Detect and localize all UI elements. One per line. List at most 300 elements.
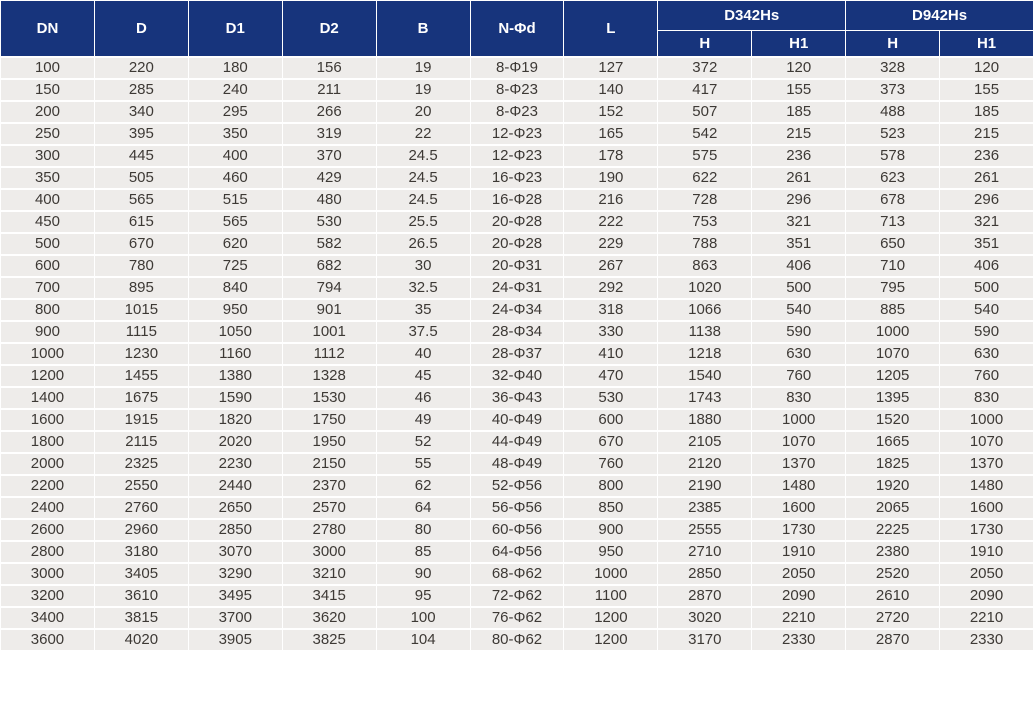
table-cell: 4020 [94, 629, 188, 651]
table-cell: 500 [1, 233, 95, 255]
table-cell: 1000 [846, 321, 940, 343]
table-row [1, 409, 1034, 431]
table-cell: 32-Φ40 [470, 365, 564, 387]
table-cell: 1920 [846, 475, 940, 497]
table-cell: 1380 [188, 365, 282, 387]
table-cell: 185 [940, 101, 1034, 123]
table-cell: 795 [846, 277, 940, 299]
table-cell: 530 [282, 211, 376, 233]
table-cell: 3170 [658, 629, 752, 651]
table-cell: 800 [564, 475, 658, 497]
table-cell: 1730 [940, 519, 1034, 541]
table-cell: 32.5 [376, 277, 470, 299]
table-cell: 40-Φ49 [470, 409, 564, 431]
table-cell: 630 [752, 343, 846, 365]
table-cell: 3700 [188, 607, 282, 629]
table-cell: 575 [658, 145, 752, 167]
table-cell: 1530 [282, 387, 376, 409]
table-cell: 2200 [1, 475, 95, 497]
table-cell: 2325 [94, 453, 188, 475]
table-cell: 20-Φ28 [470, 211, 564, 233]
table-cell: 565 [188, 211, 282, 233]
table-cell: 261 [752, 167, 846, 189]
table-row [1, 365, 1034, 387]
table-cell: 1370 [752, 453, 846, 475]
table-cell: 12-Φ23 [470, 123, 564, 145]
table-cell: 406 [940, 255, 1034, 277]
col-header-d1: D1 [188, 1, 282, 57]
table-cell: 24.5 [376, 145, 470, 167]
table-row [1, 563, 1034, 585]
table-cell: 760 [564, 453, 658, 475]
table-cell: 100 [376, 607, 470, 629]
table-cell: 1520 [846, 409, 940, 431]
table-cell: 165 [564, 123, 658, 145]
table-cell: 1675 [94, 387, 188, 409]
table-cell: 2210 [940, 607, 1034, 629]
table-cell: 1950 [282, 431, 376, 453]
table-cell: 3290 [188, 563, 282, 585]
table-cell: 780 [94, 255, 188, 277]
table-cell: 372 [658, 57, 752, 79]
table-cell: 3620 [282, 607, 376, 629]
table-cell: 850 [564, 497, 658, 519]
table-cell: 840 [188, 277, 282, 299]
table-row [1, 387, 1034, 409]
table-cell: 2370 [282, 475, 376, 497]
table-cell: 3600 [1, 629, 95, 651]
table-cell: 1800 [1, 431, 95, 453]
table-cell: 220 [94, 57, 188, 79]
table-cell: 295 [188, 101, 282, 123]
table-cell: 266 [282, 101, 376, 123]
table-cell: 500 [940, 277, 1034, 299]
table-cell: 1050 [188, 321, 282, 343]
table-cell: 2710 [658, 541, 752, 563]
table-cell: 1070 [752, 431, 846, 453]
table-cell: 267 [564, 255, 658, 277]
table-cell: 429 [282, 167, 376, 189]
table-cell: 530 [564, 387, 658, 409]
table-cell: 417 [658, 79, 752, 101]
table-cell: 24-Φ31 [470, 277, 564, 299]
table-cell: 3200 [1, 585, 95, 607]
table-cell: 45 [376, 365, 470, 387]
table-cell: 1200 [564, 607, 658, 629]
table-cell: 8-Φ19 [470, 57, 564, 79]
table-cell: 900 [1, 321, 95, 343]
table-cell: 1000 [564, 563, 658, 585]
table-cell: 8-Φ23 [470, 101, 564, 123]
table-cell: 830 [940, 387, 1034, 409]
table-cell: 3415 [282, 585, 376, 607]
table-cell: 22 [376, 123, 470, 145]
table-cell: 2850 [658, 563, 752, 585]
table-cell: 2520 [846, 563, 940, 585]
table-cell: 16-Φ28 [470, 189, 564, 211]
table-cell: 540 [940, 299, 1034, 321]
table-row [1, 343, 1034, 365]
table-cell: 1600 [752, 497, 846, 519]
table-cell: 236 [940, 145, 1034, 167]
table-cell: 62 [376, 475, 470, 497]
table-cell: 2210 [752, 607, 846, 629]
table-cell: 620 [188, 233, 282, 255]
table-cell: 2600 [1, 519, 95, 541]
table-cell: 1730 [752, 519, 846, 541]
table-cell: 12-Φ23 [470, 145, 564, 167]
table-cell: 1115 [94, 321, 188, 343]
table-cell: 150 [1, 79, 95, 101]
table-cell: 700 [1, 277, 95, 299]
table-cell: 3610 [94, 585, 188, 607]
table-cell: 140 [564, 79, 658, 101]
table-cell: 600 [564, 409, 658, 431]
table-cell: 406 [752, 255, 846, 277]
table-cell: 152 [564, 101, 658, 123]
table-cell: 1160 [188, 343, 282, 365]
table-cell: 760 [940, 365, 1034, 387]
table-cell: 623 [846, 167, 940, 189]
table-cell: 2120 [658, 453, 752, 475]
table-cell: 48-Φ49 [470, 453, 564, 475]
table-cell: 2440 [188, 475, 282, 497]
col-header-n-phi-d: N-Φd [470, 1, 564, 57]
table-cell: 1480 [940, 475, 1034, 497]
table-cell: 328 [846, 57, 940, 79]
table-cell: 760 [752, 365, 846, 387]
table-cell: 56-Φ56 [470, 497, 564, 519]
table-cell: 500 [752, 277, 846, 299]
table-row [1, 497, 1034, 519]
table-cell: 318 [564, 299, 658, 321]
table-cell: 1200 [1, 365, 95, 387]
table-cell: 2000 [1, 453, 95, 475]
table-row [1, 123, 1034, 145]
table-cell: 2115 [94, 431, 188, 453]
table-cell: 35 [376, 299, 470, 321]
table-cell: 222 [564, 211, 658, 233]
table-cell: 523 [846, 123, 940, 145]
table-cell: 229 [564, 233, 658, 255]
table-cell: 64-Φ56 [470, 541, 564, 563]
table-cell: 52 [376, 431, 470, 453]
table-cell: 578 [846, 145, 940, 167]
table-row [1, 321, 1034, 343]
table-cell: 3070 [188, 541, 282, 563]
table-cell: 1880 [658, 409, 752, 431]
table-cell: 370 [282, 145, 376, 167]
table-cell: 713 [846, 211, 940, 233]
table-cell: 1370 [940, 453, 1034, 475]
table-cell: 400 [188, 145, 282, 167]
table-body [1, 57, 1034, 651]
table-cell: 460 [188, 167, 282, 189]
table-cell: 26.5 [376, 233, 470, 255]
table-cell: 2230 [188, 453, 282, 475]
table-cell: 2090 [752, 585, 846, 607]
table-cell: 3210 [282, 563, 376, 585]
table-cell: 678 [846, 189, 940, 211]
table-cell: 2960 [94, 519, 188, 541]
table-cell: 2190 [658, 475, 752, 497]
table-row [1, 585, 1034, 607]
table-cell: 488 [846, 101, 940, 123]
table-cell: 321 [752, 211, 846, 233]
table-cell: 296 [752, 189, 846, 211]
table-cell: 319 [282, 123, 376, 145]
table-cell: 8-Φ23 [470, 79, 564, 101]
table-cell: 753 [658, 211, 752, 233]
table-cell: 410 [564, 343, 658, 365]
table-row [1, 167, 1034, 189]
table-cell: 515 [188, 189, 282, 211]
table-cell: 2720 [846, 607, 940, 629]
table-cell: 650 [846, 233, 940, 255]
col-header-dn: DN [1, 1, 95, 57]
table-cell: 250 [1, 123, 95, 145]
table-cell: 200 [1, 101, 95, 123]
table-row [1, 453, 1034, 475]
table-cell: 24.5 [376, 189, 470, 211]
table-cell: 2385 [658, 497, 752, 519]
table-cell: 2550 [94, 475, 188, 497]
table-cell: 155 [752, 79, 846, 101]
table-cell: 1910 [752, 541, 846, 563]
table-cell: 36-Φ43 [470, 387, 564, 409]
col-header-d342hs-h1: H1 [752, 31, 846, 57]
table-cell: 216 [564, 189, 658, 211]
table-cell: 507 [658, 101, 752, 123]
table-cell: 470 [564, 365, 658, 387]
table-row [1, 57, 1034, 79]
table-cell: 1205 [846, 365, 940, 387]
table-cell: 80 [376, 519, 470, 541]
table-cell: 830 [752, 387, 846, 409]
table-cell: 178 [564, 145, 658, 167]
table-cell: 395 [94, 123, 188, 145]
table-cell: 330 [564, 321, 658, 343]
table-cell: 300 [1, 145, 95, 167]
table-cell: 25.5 [376, 211, 470, 233]
table-cell: 19 [376, 57, 470, 79]
table-cell: 2570 [282, 497, 376, 519]
table-cell: 1455 [94, 365, 188, 387]
table-cell: 1000 [752, 409, 846, 431]
table-row [1, 211, 1034, 233]
table-cell: 1600 [1, 409, 95, 431]
table-cell: 24-Φ34 [470, 299, 564, 321]
table-cell: 2400 [1, 497, 95, 519]
table-cell: 24.5 [376, 167, 470, 189]
table-row [1, 79, 1034, 101]
table-cell: 2555 [658, 519, 752, 541]
table-cell: 155 [940, 79, 1034, 101]
table-cell: 1230 [94, 343, 188, 365]
table-cell: 3000 [282, 541, 376, 563]
table-cell: 95 [376, 585, 470, 607]
table-cell: 1000 [1, 343, 95, 365]
table-row [1, 475, 1034, 497]
col-header-d942hs-h: H [846, 31, 940, 57]
table-cell: 2050 [940, 563, 1034, 585]
table-cell: 127 [564, 57, 658, 79]
table-row [1, 629, 1034, 651]
table-cell: 60-Φ56 [470, 519, 564, 541]
col-header-d942hs-h1: H1 [940, 31, 1034, 57]
table-cell: 900 [564, 519, 658, 541]
table-cell: 1070 [846, 343, 940, 365]
table-cell: 2150 [282, 453, 376, 475]
table-cell: 19 [376, 79, 470, 101]
table-cell: 400 [1, 189, 95, 211]
table-cell: 120 [752, 57, 846, 79]
table-cell: 1910 [940, 541, 1034, 563]
table-cell: 180 [188, 57, 282, 79]
table-cell: 1665 [846, 431, 940, 453]
table-cell: 1400 [1, 387, 95, 409]
table-cell: 1015 [94, 299, 188, 321]
table-cell: 185 [752, 101, 846, 123]
table-cell: 895 [94, 277, 188, 299]
table-cell: 1328 [282, 365, 376, 387]
table-cell: 240 [188, 79, 282, 101]
table-cell: 3815 [94, 607, 188, 629]
table-cell: 950 [564, 541, 658, 563]
table-cell: 3020 [658, 607, 752, 629]
table-cell: 725 [188, 255, 282, 277]
table-cell: 800 [1, 299, 95, 321]
table-cell: 505 [94, 167, 188, 189]
table-cell: 2870 [846, 629, 940, 651]
table-cell: 565 [94, 189, 188, 211]
table-cell: 2870 [658, 585, 752, 607]
table-cell: 215 [752, 123, 846, 145]
col-header-d: D [94, 1, 188, 57]
table-cell: 373 [846, 79, 940, 101]
table-cell: 28-Φ34 [470, 321, 564, 343]
table-cell: 1750 [282, 409, 376, 431]
table-cell: 44-Φ49 [470, 431, 564, 453]
table-cell: 1395 [846, 387, 940, 409]
table-cell: 1825 [846, 453, 940, 475]
table-cell: 901 [282, 299, 376, 321]
table-cell: 236 [752, 145, 846, 167]
table-cell: 351 [940, 233, 1034, 255]
table-cell: 582 [282, 233, 376, 255]
table-cell: 2065 [846, 497, 940, 519]
table-cell: 480 [282, 189, 376, 211]
table-row [1, 277, 1034, 299]
table-cell: 2330 [940, 629, 1034, 651]
table-row [1, 255, 1034, 277]
table-cell: 1070 [940, 431, 1034, 453]
table-cell: 728 [658, 189, 752, 211]
table-cell: 2330 [752, 629, 846, 651]
table-cell: 46 [376, 387, 470, 409]
table-cell: 30 [376, 255, 470, 277]
table-cell: 72-Φ62 [470, 585, 564, 607]
table-row [1, 145, 1034, 167]
table-cell: 156 [282, 57, 376, 79]
table-cell: 2090 [940, 585, 1034, 607]
table-cell: 37.5 [376, 321, 470, 343]
table-cell: 2380 [846, 541, 940, 563]
table-cell: 670 [564, 431, 658, 453]
table-cell: 600 [1, 255, 95, 277]
table-cell: 1001 [282, 321, 376, 343]
table-cell: 1480 [752, 475, 846, 497]
table-cell: 1112 [282, 343, 376, 365]
table-cell: 540 [752, 299, 846, 321]
table-cell: 80-Φ62 [470, 629, 564, 651]
table-cell: 450 [1, 211, 95, 233]
table-cell: 211 [282, 79, 376, 101]
table-cell: 950 [188, 299, 282, 321]
table-cell: 445 [94, 145, 188, 167]
table-cell: 28-Φ37 [470, 343, 564, 365]
table-cell: 1218 [658, 343, 752, 365]
table-cell: 590 [752, 321, 846, 343]
table-row [1, 233, 1034, 255]
table-cell: 40 [376, 343, 470, 365]
table-cell: 1540 [658, 365, 752, 387]
table-cell: 2650 [188, 497, 282, 519]
table-cell: 85 [376, 541, 470, 563]
table-cell: 3180 [94, 541, 188, 563]
table-cell: 2610 [846, 585, 940, 607]
table-cell: 285 [94, 79, 188, 101]
col-group-d342hs: D342Hs [658, 1, 846, 31]
table-cell: 261 [940, 167, 1034, 189]
table-cell: 2760 [94, 497, 188, 519]
table-cell: 863 [658, 255, 752, 277]
col-header-d342hs-h: H [658, 31, 752, 57]
table-cell: 20 [376, 101, 470, 123]
table-cell: 3905 [188, 629, 282, 651]
table-cell: 788 [658, 233, 752, 255]
table-row [1, 189, 1034, 211]
header-row-1 [1, 1, 1034, 31]
table-row [1, 101, 1034, 123]
table-cell: 682 [282, 255, 376, 277]
table-cell: 1600 [940, 497, 1034, 519]
table-cell: 292 [564, 277, 658, 299]
table-cell: 190 [564, 167, 658, 189]
col-header-b: B [376, 1, 470, 57]
table-cell: 55 [376, 453, 470, 475]
table-cell: 340 [94, 101, 188, 123]
table-cell: 104 [376, 629, 470, 651]
table-cell: 885 [846, 299, 940, 321]
table-cell: 52-Φ56 [470, 475, 564, 497]
table-cell: 1590 [188, 387, 282, 409]
table-cell: 68-Φ62 [470, 563, 564, 585]
table-cell: 1000 [940, 409, 1034, 431]
table-row [1, 299, 1034, 321]
col-header-d2: D2 [282, 1, 376, 57]
table-cell: 794 [282, 277, 376, 299]
table-cell: 622 [658, 167, 752, 189]
table-cell: 3405 [94, 563, 188, 585]
table-cell: 49 [376, 409, 470, 431]
table-cell: 120 [940, 57, 1034, 79]
table-cell: 2800 [1, 541, 95, 563]
col-group-d942hs: D942Hs [846, 1, 1034, 31]
table-cell: 2225 [846, 519, 940, 541]
table-cell: 20-Φ31 [470, 255, 564, 277]
table-cell: 20-Φ28 [470, 233, 564, 255]
